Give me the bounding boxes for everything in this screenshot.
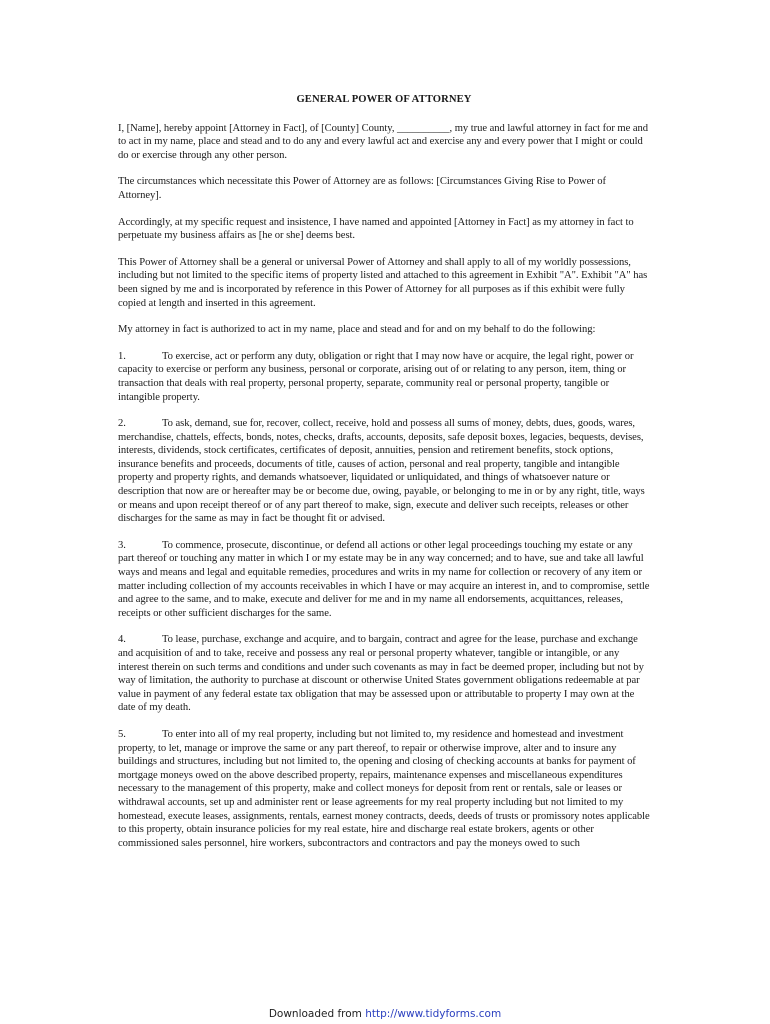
download-footer — [0, 1008, 770, 1020]
item-text: To enter into all of my real property, including but not limited to, my residence and homestead and investment property, to let, manage or improve the same or any part thereof, to repair or otherwise improve, alter and to insure any buildings and structures, including but not limited to, the opening and closing of checking accounts at banks for payment of mortgage moneys owed on the above described property, repairs, maintenance expenses and miscellaneous expenditures necessary to the management of this property, make and collect moneys for deposit from rent or rentals, sale or leases or withdrawal accounts, set up and administer rent or lease agreements for my real property including but not limited to my homestead, execute leases, assignments, rentals, earnest money contracts, deeds, deeds of trusts or promissory notes applicable to this property, obtain insurance policies for my real estate, hire and discharge real estate brokers, agents or other commissioned sales personnel, hire workers, subcontractors and contractors and pay the moneys owed to such — [118, 728, 650, 849]
authorization-paragraph: My attorney in fact is authorized to act in my name, place and stead and for and on my behalf to do the following: — [118, 324, 596, 336]
power-item-3 — [118, 539, 650, 621]
document-page — [118, 93, 650, 863]
power-item-1 — [118, 350, 650, 404]
item-number: 1. — [118, 350, 126, 362]
item-number: 3. — [118, 539, 126, 551]
item-text: To exercise, act or perform any duty, obligation or right that I may now have or acquire, the legal right, power or capacity to exercise or perform any business, personal or corporate, arising out of or relating to any person, item, thing or transaction that deals with real property, personal property, separate, community real or personal property, tangible or intangible property. — [118, 350, 634, 403]
scope-paragraph: This Power of Attorney shall be a general or universal Power of Attorney and shall apply to all of my worldly possessions, including but not limited to the specific items of property listed and attached to this agreement in Exhibit "A". Exhibit "A" has been signed by me and is incorporated by reference in this Power of Attorney for all purposes as if this exhibit were fully copied at length and inserted in this agreement. — [118, 256, 648, 309]
accordingly-paragraph: Accordingly, at my specific request and insistence, I have named and appointed [Attorney in Fact] as my attorney in fact to perpetuate my business affairs as [he or she] deems best. — [118, 216, 634, 242]
circumstances-paragraph: The circumstances which necessitate this Power of Attorney are as follows: [Circumstances Giving Rise to Power of Attorney]. — [118, 176, 607, 201]
footer-link[interactable]: http://www.tidyforms.com — [365, 1008, 502, 1020]
item-number: 4. — [118, 634, 126, 646]
power-item-4 — [118, 633, 650, 715]
item-text: To commence, prosecute, discontinue, or defend all actions or other legal proceedings touching my estate or any part thereof or touching any matter in which I or my estate may be in any way concerned; and to have, sue and take all lawful ways and means and legal and equitable remedies, procedures and writs in my name for collection or recovery of any item or matter including collection of my accounts receivables in which I have or may acquire an interest in, and to compromise, settle and agree to the same, and to make, execute and deliver for me and in my name all endorsements, acquittances, releases, receipts or other sufficient discharges for the same. — [118, 539, 650, 619]
item-text: To ask, demand, sue for, recover, collect, receive, hold and possess all sums of money, debts, dues, goods, wares, merchandise, chattels, effects, bonds, notes, checks, drafts, accounts, deposits, safe deposit boxes, legacies, bequests, devises, interests, dividends, stock certificates, certificates of deposit, annuities, pension and retirement benefits, stock options, insurance benefits and proceeds, documents of title, causes of action, personal and real property, tangible and intangible property and property rights, and demands whatsoever, liquidated or unliquidated, and things of whatsoever nature or description that now are or hereafter may be or become due, owing, payable, or belonging to me in or by any right, title, ways or means and upon receipt thereof or of any part thereof to make, sign, execute and deliver such receipts, releases or other discharges for the same as may in fact be thought fit or advised. — [118, 418, 645, 525]
power-item-5 — [118, 728, 650, 850]
footer-prefix: Downloaded from — [268, 1008, 366, 1020]
power-item-2 — [118, 417, 650, 526]
document-title: GENERAL POWER OF ATTORNEY — [296, 94, 472, 105]
item-text: To lease, purchase, exchange and acquire, and to bargain, contract and agree for the lease, purchase and exchange and acquisition of and to take, receive and possess any real or personal property whatever, tangible or intangible, or any interest therein on such terms and conditions and under such covenants as may in fact be deemed proper, including but not by way of limitation, the authority to purchase at discount or otherwise United States government obligations redeemable at par value in payment of any federal estate tax obligation that may be assessed upon or attributable to property I may own at the date of my death. — [118, 634, 644, 714]
appointment-paragraph: I, [Name], hereby appoint [Attorney in Fact], of [County] County, __________, my true and lawful attorney in fact for me and to act in my name, place and stead and to do any and every lawful act and exercise any and every power that I might or could do or exercise through any other person. — [118, 122, 649, 161]
item-number: 2. — [118, 418, 126, 430]
item-number: 5. — [118, 728, 126, 740]
